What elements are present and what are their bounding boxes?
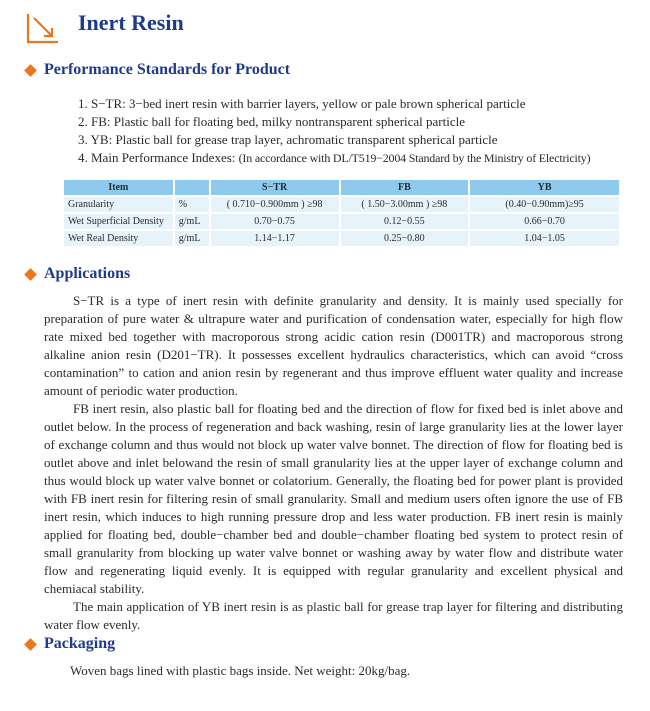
table-cell: Wet Real Density [64,230,174,246]
list-item-note: (In accordance with DL/T519−2004 Standard by the Ministry of Electricity) [238,151,591,165]
table-row [64,196,620,213]
orange-diamond-icon [24,64,37,77]
table-header-row [64,180,620,196]
table-header: S−TR [210,180,340,196]
table-cell: 0.66−0.70 [469,213,620,230]
table-cell: Granularity [64,196,174,213]
table-cell: ( 1.50−3.00mm ) ≥98 [340,196,470,213]
list-item-label: 4. Main Performance Indexes: [78,150,236,165]
performance-list [78,95,638,167]
table-row [64,230,620,246]
table-cell: Wet Superficial Density [64,213,174,230]
table-cell: 1.14−1.17 [210,230,340,246]
table-cell: 0.70−0.75 [210,213,340,230]
table-cell: (0.40−0.90mm)≥95 [469,196,620,213]
applications-heading-text: Applications [44,265,131,282]
table-cell: ( 0.710−0.900mm ) ≥98 [210,196,340,213]
performance-heading-text: Performance Standards for Product [44,61,291,78]
orange-diamond-icon [24,638,37,651]
list-item: 2. FB: Plastic ball for floating bed, milky nontransparent spherical particle [78,114,466,129]
applications-body [44,292,623,634]
arrow-logo-icon [26,12,60,44]
table-header [174,180,210,196]
paragraph: The main application of YB inert resin is as plastic ball for grease trap layer for filtering and distributing water flow evenly. [44,599,623,632]
list-item [78,149,638,167]
table-row [64,213,620,230]
table-header: Item [64,180,174,196]
table-cell: 0.12−0.55 [340,213,470,230]
page-title: Inert Resin [78,10,184,35]
orange-diamond-icon [24,268,37,281]
packaging-body [70,662,620,680]
applications-heading [24,265,130,283]
table-cell: 1.04−1.05 [469,230,620,246]
table-cell: 0.25−0.80 [340,230,470,246]
performance-heading [24,61,290,79]
table-cell: g/mL [174,213,210,230]
table-cell: g/mL [174,230,210,246]
packaging-heading-text: Packaging [44,635,116,652]
performance-table [64,180,621,246]
list-item: 1. S−TR: 3−bed inert resin with barrier layers, yellow or pale brown spherical particle [78,96,526,111]
paragraph: FB inert resin, also plastic ball for floating bed and the direction of flow for fixed bed is inlet above and outlet below. In the process of regeneration and back washing, resin of large granularity lies at the lower layer of exchange column and thus would not block up water valve bonnet. The direction of flow for floating bed is outlet above and inlet belowand the resin of small granularity lies at the upper layer of exchange column and thus would block up water valve bonnet or colatorium. Generally, the floating bed for power plant is provided with FB inert resin for filtering resin of small granularity. Small and medium users often ignore the use of FB inert resin, which induces to high running pressure drop and less water production. FB inert resin is mainly applied for floating bed, double−chamber bed and double−chamber floating bed system to protect resin of small granularity from blocking up water valve bonnet or washing away by water flow and distribute water flow and regenerating liquid evenly. It is equipped with regular granularity and excellent physical and chemiacal stability. [44,401,623,596]
table-header: YB [469,180,620,196]
list-item: 3. YB: Plastic ball for grease trap layer, achromatic transparent spherical particle [78,132,498,147]
table-header: FB [340,180,470,196]
paragraph: S−TR is a type of inert resin with definite granularity and density. It is mainly used specially for preparation of pure water & ultrapure water and purification of condensation water, especially for high flow rate mixed bed together with macroporous strong acidic cation resin (D001TR) and macroporous strong alkaline anion resin (D201−TR). It possesses excellent hydraulics characteristics, which can avoid “cross contamination” to cation and anion resin by regenerant and thus improve effluent water quality and increase amount of periodic water production. [44,293,623,398]
packaging-heading [24,635,115,653]
table-cell: % [174,196,210,213]
paragraph: Woven bags lined with plastic bags inside. Net weight: 20kg/bag. [70,663,411,678]
